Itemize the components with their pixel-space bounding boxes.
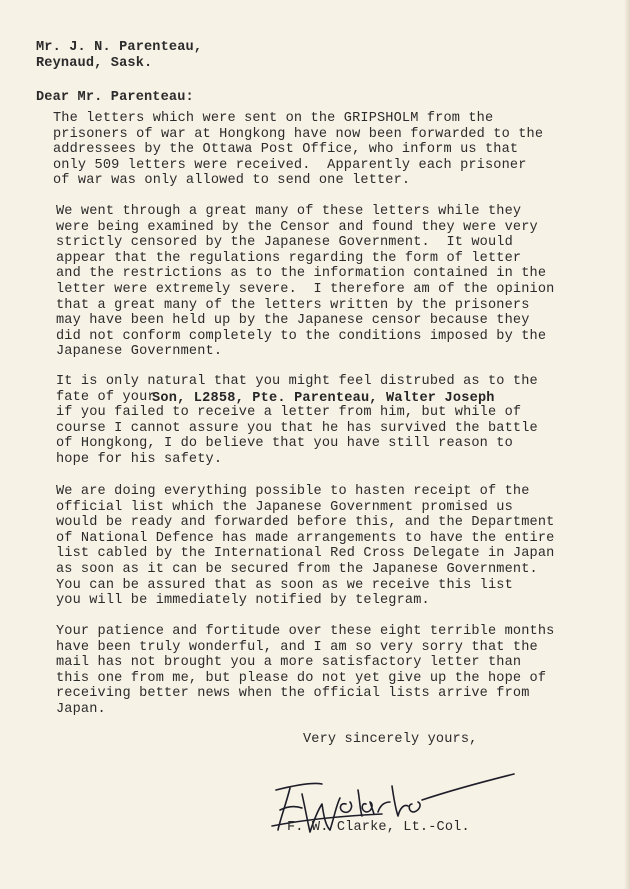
paragraph-3 xyxy=(56,374,538,468)
inserted-soldier-name: Son, L2858, Pte. Parenteau, Walter Joseph xyxy=(152,391,495,406)
page-edge-shadow xyxy=(624,0,630,889)
line: letter were extremely severe. I therefore am of the opinion xyxy=(56,281,555,297)
recipient-block xyxy=(36,40,202,71)
line: as soon as it can be secured from the Japanese Government. xyxy=(56,561,538,577)
salutation: Dear Mr. Parenteau: xyxy=(36,90,194,105)
line: prisoners of war at Hongkong have now been forwarded to the xyxy=(53,126,544,142)
line: receiving better news when the official lists arrive from xyxy=(56,686,530,702)
line: You can be assured that as soon as we receive this list xyxy=(56,577,513,593)
line: of National Defence has made arrangements to have the entire xyxy=(56,530,555,546)
line: you will be immediately notified by telegram. xyxy=(56,593,430,609)
line: have been truly wonderful, and I am so very sorry that the xyxy=(56,639,538,655)
line: Your patience and fortitude over these eight terrible months xyxy=(56,624,555,639)
paragraph-5 xyxy=(56,624,554,718)
line: of Hongkong, I do believe that you have still reason to xyxy=(56,436,513,452)
line: that a great many of the letters written by the prisoners xyxy=(56,297,530,313)
signatory-name: F. W. Clarke, Lt.-Col. xyxy=(287,820,470,835)
line: It is only natural that you might feel distrubed as to the xyxy=(56,374,538,389)
line: and the restrictions as to the information contained in the xyxy=(56,266,547,282)
line: strictly censored by the Japanese Government. It would xyxy=(56,235,513,251)
paragraph-2 xyxy=(56,204,554,360)
line: fate of your xyxy=(56,389,156,405)
closing: Very sincerely yours, xyxy=(303,732,478,747)
line: official list which the Japanese Government promised us xyxy=(56,499,513,515)
line: would be ready and forwarded before this, and the Department xyxy=(56,515,555,531)
paragraph-4 xyxy=(56,484,554,609)
line: list cabled by the International Red Cross Delegate in Japan xyxy=(56,546,555,562)
line: Japanese Government. xyxy=(56,344,223,360)
recipient-address: Reynaud, Sask. xyxy=(36,55,153,71)
line: did not conform completely to the conditions imposed by the xyxy=(56,328,547,344)
line: course I cannot assure you that he has survived the battle xyxy=(56,420,538,436)
line: if you failed to receive a letter from him, but while of xyxy=(56,405,522,421)
paragraph-1 xyxy=(53,111,543,189)
line: may have been held up by the Japanese censor because they xyxy=(56,313,530,329)
line: mail has not brought you a more satisfactory letter than xyxy=(56,655,522,671)
line: were being examined by the Censor and found they were very xyxy=(56,219,538,235)
line: We are doing everything possible to hasten receipt of the xyxy=(56,484,530,499)
line: The letters which were sent on the GRIPSHOLM from the xyxy=(53,111,494,126)
line: Japan. xyxy=(56,701,106,717)
line: addressees by the Ottawa Post Office, who inform us that xyxy=(53,142,519,158)
line: this one from me, but please do not yet give up the hope of xyxy=(56,670,547,686)
recipient-name: Mr. J. N. Parenteau, xyxy=(36,40,203,55)
line: appear that the regulations regarding the form of letter xyxy=(56,250,522,266)
line: We went through a great many of these letters while they xyxy=(56,204,522,219)
line: only 509 letters were received. Apparently each prisoner xyxy=(53,157,527,173)
line: of war was only allowed to send one letter. xyxy=(53,173,411,189)
line: hope for his safety. xyxy=(56,451,223,467)
